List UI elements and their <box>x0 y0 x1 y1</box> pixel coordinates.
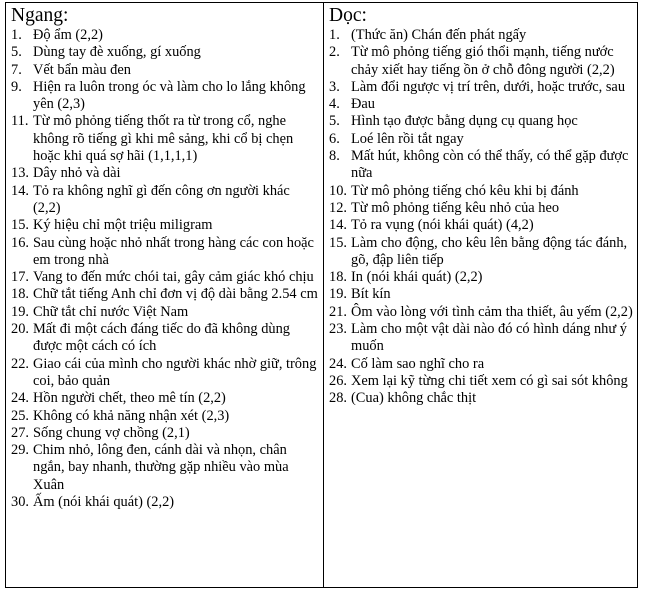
down-heading: Dọc: <box>329 5 367 26</box>
clue-item <box>329 79 633 96</box>
clue-text: Độ ẩm (2,2) <box>33 27 103 43</box>
clue-text: Tỏ ra vụng (nói khái quát) (4,2) <box>351 217 534 234</box>
clue-number: 22. <box>11 355 29 372</box>
clue-item <box>11 27 319 44</box>
clue-number: 14. <box>11 182 29 199</box>
clue-text: Chữ tắt tiếng Anh chỉ đơn vị độ dài bằng 2.54 cm <box>33 286 318 303</box>
clue-number: 12. <box>329 199 347 216</box>
clue-text: Mất hút, không còn có thể thấy, có thể gặp được nữa <box>351 148 629 182</box>
clue-item <box>329 286 633 303</box>
clue-text: Chim nhỏ, lông đen, cánh dài và nhọn, chân ngắn, bay nhanh, thường gặp nhiều vào mùa Xuân <box>33 442 289 493</box>
clue-number: 15. <box>329 234 347 251</box>
clue-item <box>329 321 633 356</box>
clue-number: 13. <box>11 165 29 182</box>
clue-text: Từ mô phỏng tiếng chó kêu khi bị đánh <box>351 182 579 199</box>
clue-number: 7. <box>11 61 22 78</box>
clue-text: Dây nhỏ và dài <box>33 165 121 182</box>
clue-item <box>329 113 633 130</box>
clue-text: Loé lên rồi tắt ngay <box>351 130 464 147</box>
clue-item <box>329 148 633 183</box>
clue-number: 30. <box>11 494 29 511</box>
clue-number: 16. <box>11 234 29 251</box>
clue-number: 1. <box>329 27 340 43</box>
clue-text: Hồn người chết, theo mê tín (2,2) <box>33 390 226 407</box>
clue-number: 8. <box>329 148 340 165</box>
clue-item <box>11 304 319 321</box>
clue-text: Sau cùng hoặc nhỏ nhất trong hàng các con hoặc em trong nhà <box>33 234 314 268</box>
clue-text: Bít kín <box>351 286 391 303</box>
clue-item <box>11 356 319 391</box>
crossword-clues-table <box>5 2 638 588</box>
clue-item <box>329 217 633 234</box>
clue-text: Xem lại kỹ từng chi tiết xem có gì sai sót không <box>351 372 628 389</box>
clue-text: Không có khả năng nhận xét (2,3) <box>33 407 230 424</box>
clue-number: 18. <box>11 286 29 303</box>
clue-text: (Thức ăn) Chán đến phát ngấy <box>351 27 527 43</box>
clue-text: In (nói khái quát) (2,2) <box>351 269 483 286</box>
clue-item <box>329 96 633 113</box>
across-clue-list <box>11 27 319 511</box>
clue-number: 20. <box>11 321 29 338</box>
clue-number: 11. <box>11 113 29 130</box>
clue-item <box>11 390 319 407</box>
clue-item <box>11 62 319 79</box>
clue-item <box>329 304 633 321</box>
clue-item <box>11 44 319 61</box>
clue-item <box>329 373 633 390</box>
clue-text: Hiện ra luôn trong óc và làm cho lo lắng không yên (2,3) <box>33 78 306 113</box>
clue-text: Từ mô phỏng tiếng gió thổi mạnh, tiếng nước chảy xiết hay tiếng ồn ở chỗ đông người (2,2) <box>351 44 615 78</box>
clue-number: 2. <box>329 44 340 61</box>
clue-text: Hình tạo được bằng dụng cụ quang học <box>351 113 578 130</box>
clue-text: Chữ tắt chỉ nước Việt Nam <box>33 303 189 320</box>
clue-item <box>11 425 319 442</box>
clue-number: 10. <box>329 182 347 199</box>
clue-number: 5. <box>11 44 22 61</box>
down-column <box>324 3 637 587</box>
clue-text: Làm cho động, cho kêu lên bằng động tác đánh, gõ, đập liên tiếp <box>351 234 628 268</box>
clue-number: 3. <box>329 78 340 95</box>
clue-item <box>11 79 319 114</box>
clue-item <box>11 113 319 165</box>
clue-text: Cố làm sao nghĩ cho ra <box>351 355 485 372</box>
clue-item <box>329 183 633 200</box>
clue-number: 29. <box>11 442 29 459</box>
across-column <box>6 3 324 587</box>
clue-text: Vết bẩn màu đen <box>33 61 131 78</box>
clue-number: 19. <box>329 286 347 303</box>
clue-number: 6. <box>329 130 340 147</box>
clue-number: 18. <box>329 269 347 286</box>
clue-text: Từ mô phỏng tiếng thốt ra từ trong cổ, nghe không rõ tiếng gì khi mê sảng, khi cổ bị chẹn hoặc khi quá sợ hãi (1,1,1,1) <box>33 113 294 165</box>
clue-number: 28. <box>329 390 347 407</box>
clue-item <box>11 235 319 270</box>
clue-text: Làm cho một vật dài nào đó có hình dáng như ý muốn <box>351 321 627 355</box>
clue-item <box>329 44 633 79</box>
clue-item <box>329 235 633 270</box>
clue-number: 24. <box>11 390 29 407</box>
clue-text: Mất đi một cách đáng tiếc do đã không dùng được một cách có ích <box>33 321 290 355</box>
clue-text: Đau <box>351 96 375 113</box>
clue-text: Tỏ ra không nghĩ gì đến công ơn người khác (2,2) <box>33 182 290 216</box>
clue-number: 25. <box>11 407 29 424</box>
clue-item <box>329 390 633 407</box>
clue-item <box>329 27 633 44</box>
clue-number: 1. <box>11 27 22 43</box>
clue-item <box>329 131 633 148</box>
clue-number: 24. <box>329 355 347 372</box>
clue-item <box>329 200 633 217</box>
clue-text: Từ mô phỏng tiếng kêu nhỏ của heo <box>351 199 560 216</box>
clue-item <box>11 286 319 303</box>
clue-number: 23. <box>329 321 347 338</box>
clue-text: Vang to đến mức chói tai, gây cảm giác khó chịu <box>33 269 314 286</box>
clue-number: 21. <box>329 303 347 320</box>
clue-item <box>329 269 633 286</box>
clue-item <box>11 321 319 356</box>
down-clue-list <box>329 27 633 408</box>
clue-item <box>329 356 633 373</box>
clue-item <box>11 183 319 218</box>
clue-item <box>11 217 319 234</box>
clue-text: (Cua) không chắc thịt <box>351 390 477 407</box>
clue-item <box>11 408 319 425</box>
clue-number: 17. <box>11 269 29 286</box>
clue-number: 4. <box>329 96 340 113</box>
clue-number: 14. <box>329 217 347 234</box>
clue-item <box>11 165 319 182</box>
across-heading: Ngang: <box>11 5 69 26</box>
clue-number: 27. <box>11 424 29 441</box>
clue-text: Ôm vào lòng với tình cảm tha thiết, âu yếm (2,2) <box>351 303 633 320</box>
clue-text: Giao cái của mình cho người khác nhờ giữ, trông coi, bảo quản <box>33 355 317 389</box>
clue-item <box>11 442 319 494</box>
clue-text: Dùng tay đè xuống, gí xuống <box>33 44 201 61</box>
clue-item <box>11 269 319 286</box>
clue-text: Ký hiệu chỉ một triệu miligram <box>33 217 213 234</box>
clue-text: Ấm (nói khái quát) (2,2) <box>33 494 175 511</box>
clue-number: 9. <box>11 78 22 95</box>
clue-number: 26. <box>329 372 347 389</box>
clue-text: Sống chung vợ chồng (2,1) <box>33 424 190 441</box>
clue-number: 5. <box>329 113 340 130</box>
clue-number: 19. <box>11 303 29 320</box>
clue-text: Làm đổi ngược vị trí trên, dưới, hoặc trước, sau <box>351 78 626 95</box>
clue-number: 15. <box>11 217 29 234</box>
clue-item <box>11 494 319 511</box>
